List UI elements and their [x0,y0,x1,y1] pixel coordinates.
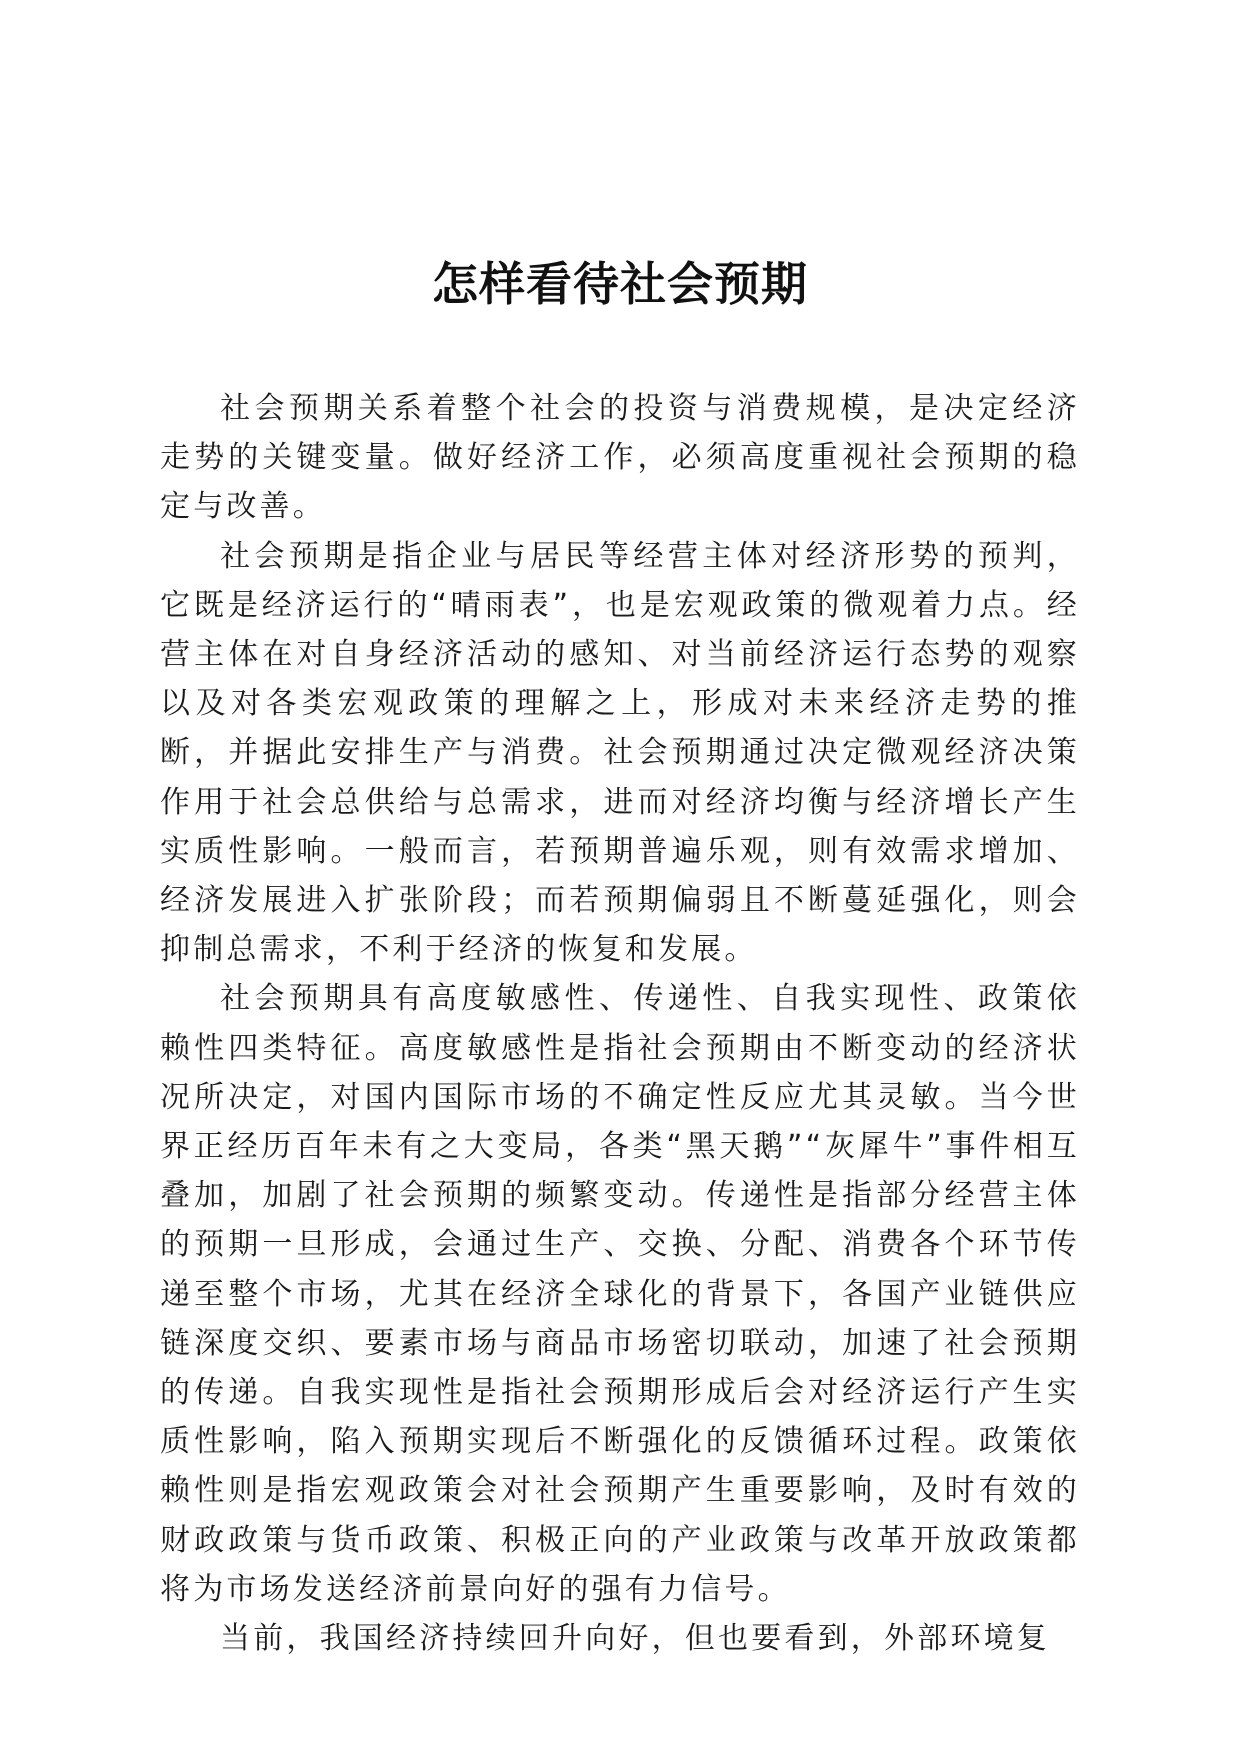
paragraph: 社会预期关系着整个社会的投资与消费规模，是决定经济走势的关键变量。做好经济工作，必须高度重视社会预期的稳定与改善。 [160,391,1080,525]
document-title: 怎样看待社会预期 [432,257,808,311]
paragraph: 社会预期具有高度敏感性、传递性、自我实现性、政策依赖性四类特征。高度敏感性是指社会预期由不断变动的经济状况所决定，对国内国际市场的不确定性反应尤其灵敏。当今世界正经历百年未有之大变局，各类“黑天鹅”“灰犀牛”事件相互叠加，加剧了社会预期的频繁变动。传递性是指部分经营主体的预期一旦形成，会通过生产、交换、分配、消费各个环节传递至整个市场，尤其在经济全球化的背景下，各国产业链供应链深度交织、要素市场与商品市场密切联动，加速了社会预期的传递。自我实现性是指社会预期形成后会对经济运行产生实质性影响，陷入预期实现后不断强化的反馈循环过程。政策依赖性则是指宏观政策会对社会预期产生重要影响，及时有效的财政政策与货币政策、积极正向的产业政策与改革开放政策都将为市场发送经济前景向好的强有力信号。 [160,981,1080,1607]
paragraph: 当前，我国经济持续回升向好，但也要看到，外部环境复 [220,1621,1050,1657]
paragraph: 社会预期是指企业与居民等经营主体对经济形势的预判，它既是经济运行的“晴雨表”，也是宏观政策的微观着力点。经营主体在对自身经济活动的感知、对当前经济运行态势的观察以及对各类宏观政策的理解之上，形成对未来经济走势的推断，并据此安排生产与消费。社会预期通过决定微观经济决策作用于社会总供给与总需求，进而对经济均衡与经济增长产生实质性影响。一般而言，若预期普遍乐观，则有效需求增加、经济发展进入扩张阶段；而若预期偏弱且不断蔓延强化，则会抑制总需求，不利于经济的恢复和发展。 [160,538,1080,968]
document-body [160,384,1080,1663]
